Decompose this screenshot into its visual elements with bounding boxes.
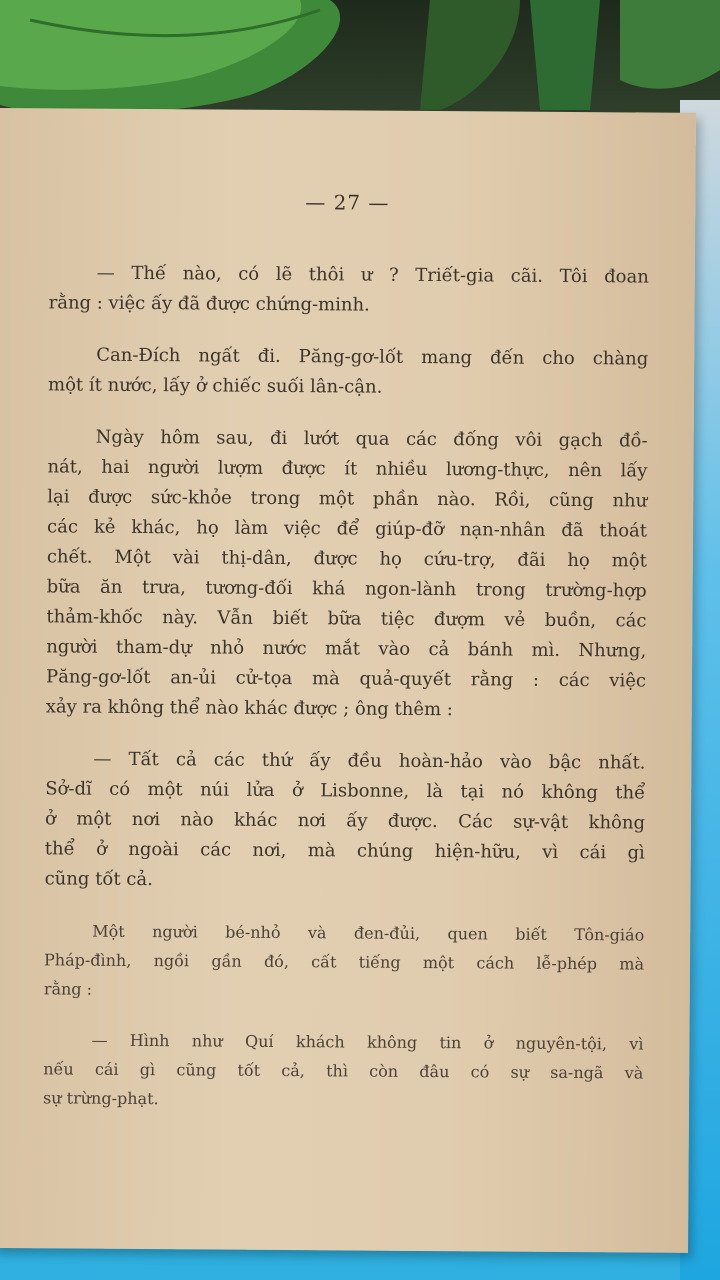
paragraph-4 xyxy=(45,744,646,898)
text-line: nếu cái gì cũng tốt cả, thì còn đâu có sự sa-ngã và xyxy=(43,1059,644,1083)
text-line: thể ở ngoài các nơi, mà chúng hiện-hữu, vì cái gì xyxy=(44,838,645,864)
text-line: lại được sức-khỏe trong một phần nào. Rồi, cũng như xyxy=(47,486,648,512)
text-line: Pháp-đình, ngồi gần đó, cất tiếng một cách lễ-phép mà xyxy=(43,950,645,974)
text-line: ở một nơi nào khác nơi ấy được. Các sự-vật không xyxy=(44,808,646,834)
text-line: — Tất cả các thứ ấy đều hoàn-hảo vào bậc nhất. xyxy=(93,748,646,774)
text-line: chết. Một vài thị-dân, được họ cứu-trợ, đãi họ một xyxy=(46,546,647,572)
text-line: bữa ăn trưa, tương-đối khá ngon-lành trong trường-hợp xyxy=(46,576,647,602)
paragraph-3 xyxy=(46,422,648,726)
page-number: — 27 — xyxy=(305,190,390,215)
text-line: Một người bé-nhỏ và đen-đủi, quen biết Tôn-giáo xyxy=(92,921,645,945)
book-page xyxy=(0,108,696,1253)
text-line: các kẻ khác, họ làm việc để giúp-đỡ nạn-nhân đã thoát xyxy=(47,516,648,542)
text-line: rằng : xyxy=(43,979,93,999)
text-line: — Hình như Quí khách không tin ở nguyên-tội, vì xyxy=(91,1030,644,1054)
text-line: Sở-dĩ có một núi lửa ở Lisbonne, là tại nó không thể xyxy=(45,778,646,804)
text-line: xảy ra không thể nào khác được ; ông thêm : xyxy=(45,696,453,721)
text-line: người tham-dự nhỏ nước mắt vào cả bánh mì. Nhưng, xyxy=(46,636,647,662)
paragraph-5 xyxy=(44,916,645,1007)
text-line: Păng-gơ-lốt an-ủi cử-tọa mà quả-quyết rằng : các việc xyxy=(45,666,647,692)
text-line: sự trừng-phạt. xyxy=(43,1088,159,1109)
text-line: thảm-khốc này. Vẫn biết bữa tiệc đượm vẻ buồn, các xyxy=(46,606,647,632)
text-line: rằng : việc ấy đã được chứng-minh. xyxy=(48,292,370,316)
text-line: cũng tốt cả. xyxy=(44,868,153,891)
paragraph-1 xyxy=(49,258,649,322)
text-line: — Thế nào, có lẽ thôi ư ? Triết-gia cãi. Tôi đoan xyxy=(96,262,649,288)
text-line: một ít nước, lấy ở chiếc suối lân-cận. xyxy=(47,374,383,398)
paragraph-2 xyxy=(48,340,648,404)
paragraph-6 xyxy=(43,1025,644,1116)
page-text xyxy=(43,258,649,1138)
text-line: Can-Đích ngất đi. Păng-gơ-lốt mang đến cho chàng xyxy=(96,344,649,370)
text-line: Ngày hôm sau, đi lướt qua các đống vôi gạch đồ- xyxy=(95,426,648,452)
text-line: nát, hai người lượm được ít nhiều lương-thực, nên lấy xyxy=(47,456,648,482)
